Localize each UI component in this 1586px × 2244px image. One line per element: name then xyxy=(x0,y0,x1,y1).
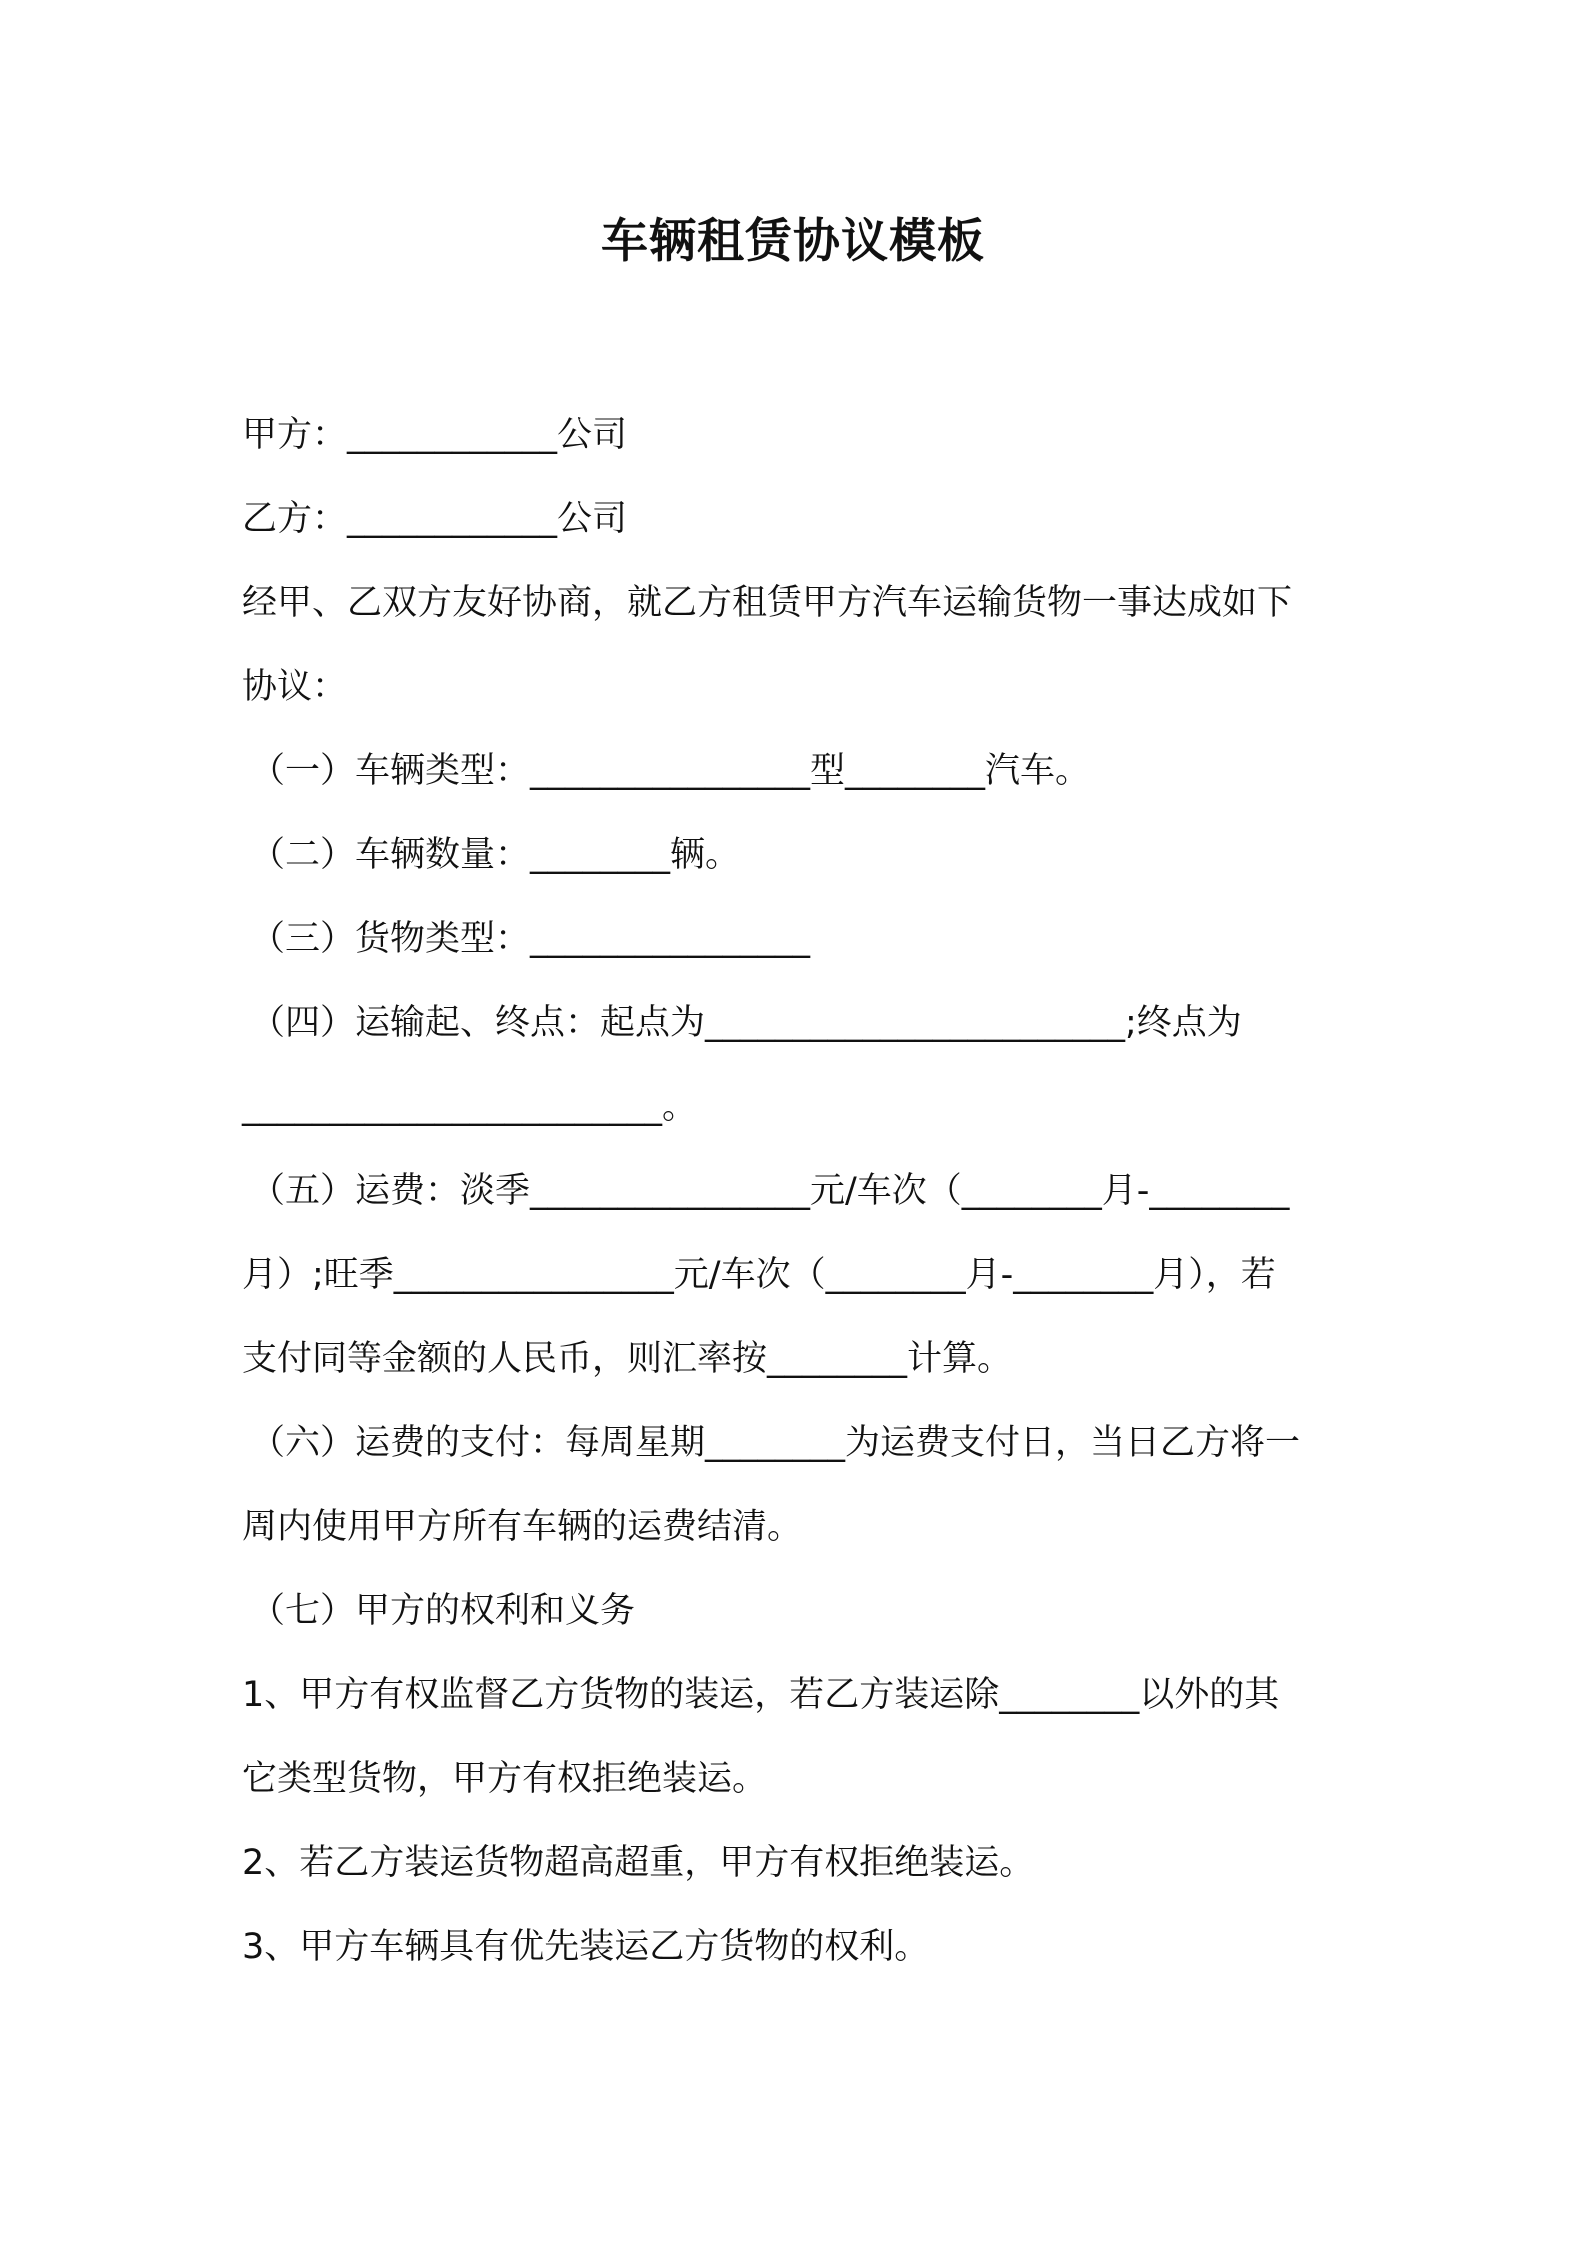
preamble-line-1: 经甲、乙双方友好协商，就乙方租赁甲方汽车运输货物一事达成如下 xyxy=(242,583,1293,623)
clause-payment-line-1: （六）运费的支付：每周星期________为运费支付日，当日乙方将一 xyxy=(250,1423,1301,1463)
party-a-line: 甲方：____________公司 xyxy=(242,415,628,455)
rights-item-2: 2、若乙方装运货物超高超重，甲方有权拒绝装运。 xyxy=(242,1843,1035,1883)
party-b-line: 乙方：____________公司 xyxy=(242,499,628,539)
clause-freight-line-3: 支付同等金额的人民币，则汇率按________计算。 xyxy=(242,1339,1013,1379)
clause-party-a-rights-heading: （七）甲方的权利和义务 xyxy=(250,1591,636,1631)
rights-item-1-line-1: 1、甲方有权监督乙方货物的装运，若乙方装运除________以外的其 xyxy=(242,1675,1280,1715)
clause-freight-line-1: （五）运费：淡季________________元/车次（________月-________ xyxy=(250,1171,1290,1211)
document-title: 车辆租赁协议模板 xyxy=(601,214,985,269)
preamble-line-2: 协议： xyxy=(242,667,348,707)
clause-route-line-1: （四）运输起、终点：起点为________________________;终点为 xyxy=(250,1003,1242,1043)
clause-freight-line-2: 月）;旺季________________元/车次（________月-________月），若 xyxy=(242,1255,1276,1295)
clause-payment-line-2: 周内使用甲方所有车辆的运费结清。 xyxy=(242,1507,803,1547)
clause-vehicle-count: （二）车辆数量：________辆。 xyxy=(250,835,741,875)
clause-vehicle-type: （一）车辆类型：________________型________汽车。 xyxy=(250,751,1091,791)
rights-item-3: 3、甲方车辆具有优先装运乙方货物的权利。 xyxy=(242,1927,930,1967)
rights-item-1-line-2: 它类型货物，甲方有权拒绝装运。 xyxy=(242,1759,768,1799)
clause-cargo-type: （三）货物类型：________________ xyxy=(250,919,811,959)
clause-route-line-2: ________________________。 xyxy=(242,1087,698,1127)
